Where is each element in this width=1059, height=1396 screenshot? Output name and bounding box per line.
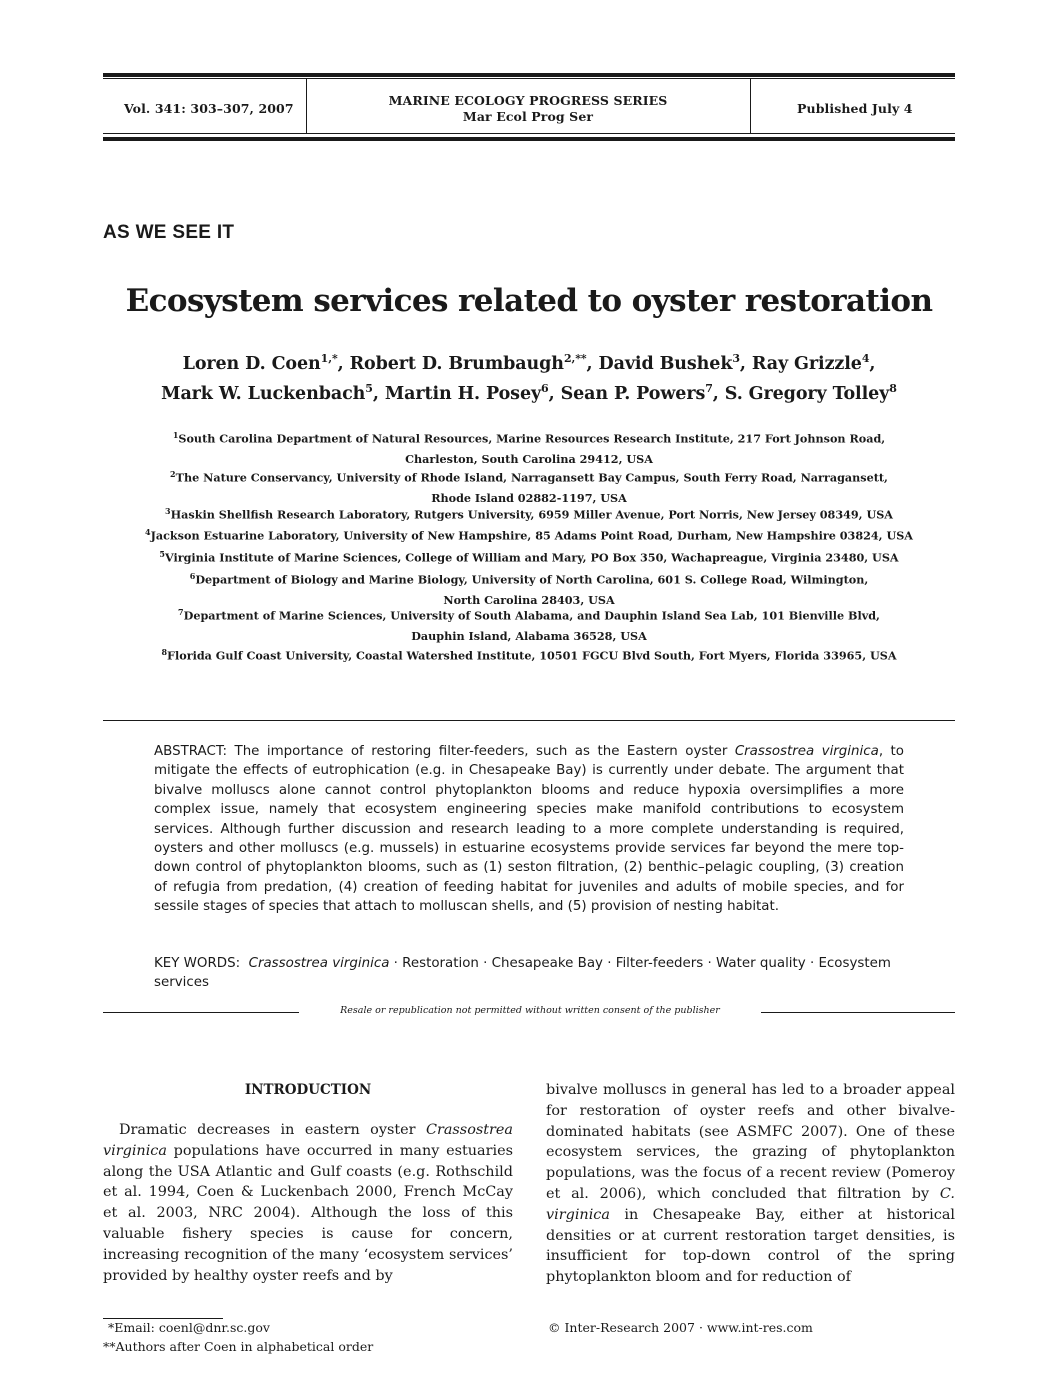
affiliation-2: $^2$The Nature Conservancy, University of Rhode Island, Narragansett Bay Campus, South Ferry Road, Narragansett, Rhode Island 02882-1197, USA [170, 469, 888, 505]
header-top-rule [103, 73, 955, 77]
species-name: Crassostrea virginica [103, 1122, 513, 1159]
affiliation-8: $^8$Florida Gulf Coast University, Coastal Watershed Institute, 10501 FGCU Blvd South, Fort Myers, Florida 33965, USA [161, 647, 897, 663]
section-label: AS WE SEE IT [103, 222, 235, 243]
footnote-email: *Email: coenl@dnr.sc.gov [108, 1320, 270, 1335]
species-name: C. virginica [546, 1185, 955, 1223]
affiliation-6: $^6$Department of Biology and Marine Biology, University of North Carolina, 601 S. College Road, Wilmington, North Carolina 28403, USA [189, 571, 869, 607]
keywords-label: KEY WORDS: [154, 956, 241, 971]
author: David Bushek$^3$, [598, 352, 752, 374]
republication-notice: Resale or republication not permitted without written consent of the publisher [340, 1005, 720, 1016]
header-bottom-thin-rule [103, 133, 955, 134]
author-line-2 [103, 382, 955, 404]
author: Sean P. Powers$^7$, [560, 382, 725, 404]
footnote-rule [103, 1318, 223, 1319]
notice-rule-right [761, 1012, 955, 1013]
body-column-right: bivalve molluscs in general has led to a broader appeal for restoration of oyster reefs and other bivalve-dominated habitats (see ASMFC 2007). One of these ecosystem services, the grazing of phytoplankton populations, was the focus of a recent review (Pomeroy et al. 2006), which concluded that filtration by C. virginica in Chesapeake Bay, either at historical densities or at current restoration target densities, is insufficient for top-down control of the spring phytoplankton bloom and for reduction of [546, 1082, 955, 1286]
header-bottom-rule [103, 137, 955, 141]
header-separator [750, 79, 751, 133]
copyright-line: © Inter-Research 2007 · www.int-res.com [548, 1320, 813, 1335]
author: S. Gregory Tolley$^8$ [724, 382, 897, 404]
affiliation-7: $^7$Department of Marine Sciences, University of South Alabama, and Dauphin Island Sea Lab, 101 Bienville Blvd, Dauphin Island, Alabama 36528, USA [178, 607, 880, 643]
species-name: Crassostrea virginica [248, 956, 390, 971]
author: Robert D. Brumbaugh$^{2,**}$, [349, 352, 599, 374]
author: Ray Grizzle$^4$, [751, 352, 876, 374]
author: Martin H. Posey$^6$, [384, 382, 561, 404]
author: Mark W. Luckenbach$^5$, [161, 382, 385, 404]
journal-name: MARINE ECOLOGY PROGRESS SERIES [388, 93, 668, 108]
introduction-heading: INTRODUCTION [244, 1082, 372, 1098]
abstract: ABSTRACT: The importance of restoring filter-feeders, such as the Eastern oyster Crassostrea virginica, to mitigate the effects of eutrophication (e.g. in Chesapeake Bay) is currently under debate. The argument that bivalve molluscs alone cannot control phytoplankton blooms and reduce hypoxia oversimplifies a more complex issue, namely that ecosystem engineering species make manifold contributions to ecosystem services. Although further discussion and research leading to a more complete understanding is required, oysters and other molluscs (e.g. mussels) in estuarine ecosystems provide services far beyond the mere top-down control of phytoplankton blooms, such as (1) seston filtration, (2) benthic–pelagic coupling, (3) creation of refugia from predation, (4) creation of feeding habitat for juveniles and adults of mobile species, and for sessile stages of species that attach to molluscan shells, and (5) provision of nesting habitat. [154, 744, 904, 915]
abstract-top-rule [103, 720, 955, 721]
journal-abbrev: Mar Ecol Prog Ser [462, 109, 594, 124]
affiliation-3: $^3$Haskin Shellfish Research Laboratory, Rutgers University, 6959 Miller Avenue, Port Norris, New Jersey 08349, USA [165, 506, 893, 522]
abstract-label: ABSTRACT: [154, 744, 228, 759]
keywords: KEY WORDS: Crassostrea virginica · Restoration · Chesapeake Bay · Filter-feeders · Water quality · Ecosystem services [154, 956, 891, 991]
affiliation-5: $^5$Virginia Institute of Marine Sciences, College of William and Mary, PO Box 350, Wachapreague, Virginia 23480, USA [159, 549, 899, 565]
affiliation-4: $^4$Jackson Estuarine Laboratory, University of New Hampshire, 85 Adams Point Road, Durham, New Hampshire 03824, USA [145, 527, 913, 543]
author-line-1 [103, 352, 955, 374]
published-date: Published July 4 [797, 101, 913, 116]
notice-rule-left [103, 1012, 299, 1013]
affiliation-1: $^1$South Carolina Department of Natural Resources, Marine Resources Research Institute, 217 Fort Johnson Road, Charleston, South Carolina 29412, USA [172, 430, 886, 466]
author: Loren D. Coen$^{1,*}$, [182, 352, 350, 374]
journal-name-block [306, 93, 750, 125]
footnote-authors: **Authors after Coen in alphabetical order [103, 1339, 374, 1354]
body-column-left: Dramatic decreases in eastern oyster Crassostrea virginica populations have occurred in many estuaries along the USA Atlantic and Gulf coasts (e.g. Rothschild et al. 1994, Coen & Luckenbach 2000, French McCay et al. 2003, NRC 2004). Although the loss of this valuable fishery species is cause for concern, increasing recognition of the many ‘ecosystem services’ provided by healthy oyster reefs and by [103, 1122, 513, 1284]
article-title: Ecosystem services related to oyster restoration [125, 283, 933, 319]
header-top-thin-rule [103, 78, 955, 79]
volume-info: Vol. 341: 303–307, 2007 [124, 101, 294, 116]
species-name: Crassostrea virginica [734, 744, 879, 759]
